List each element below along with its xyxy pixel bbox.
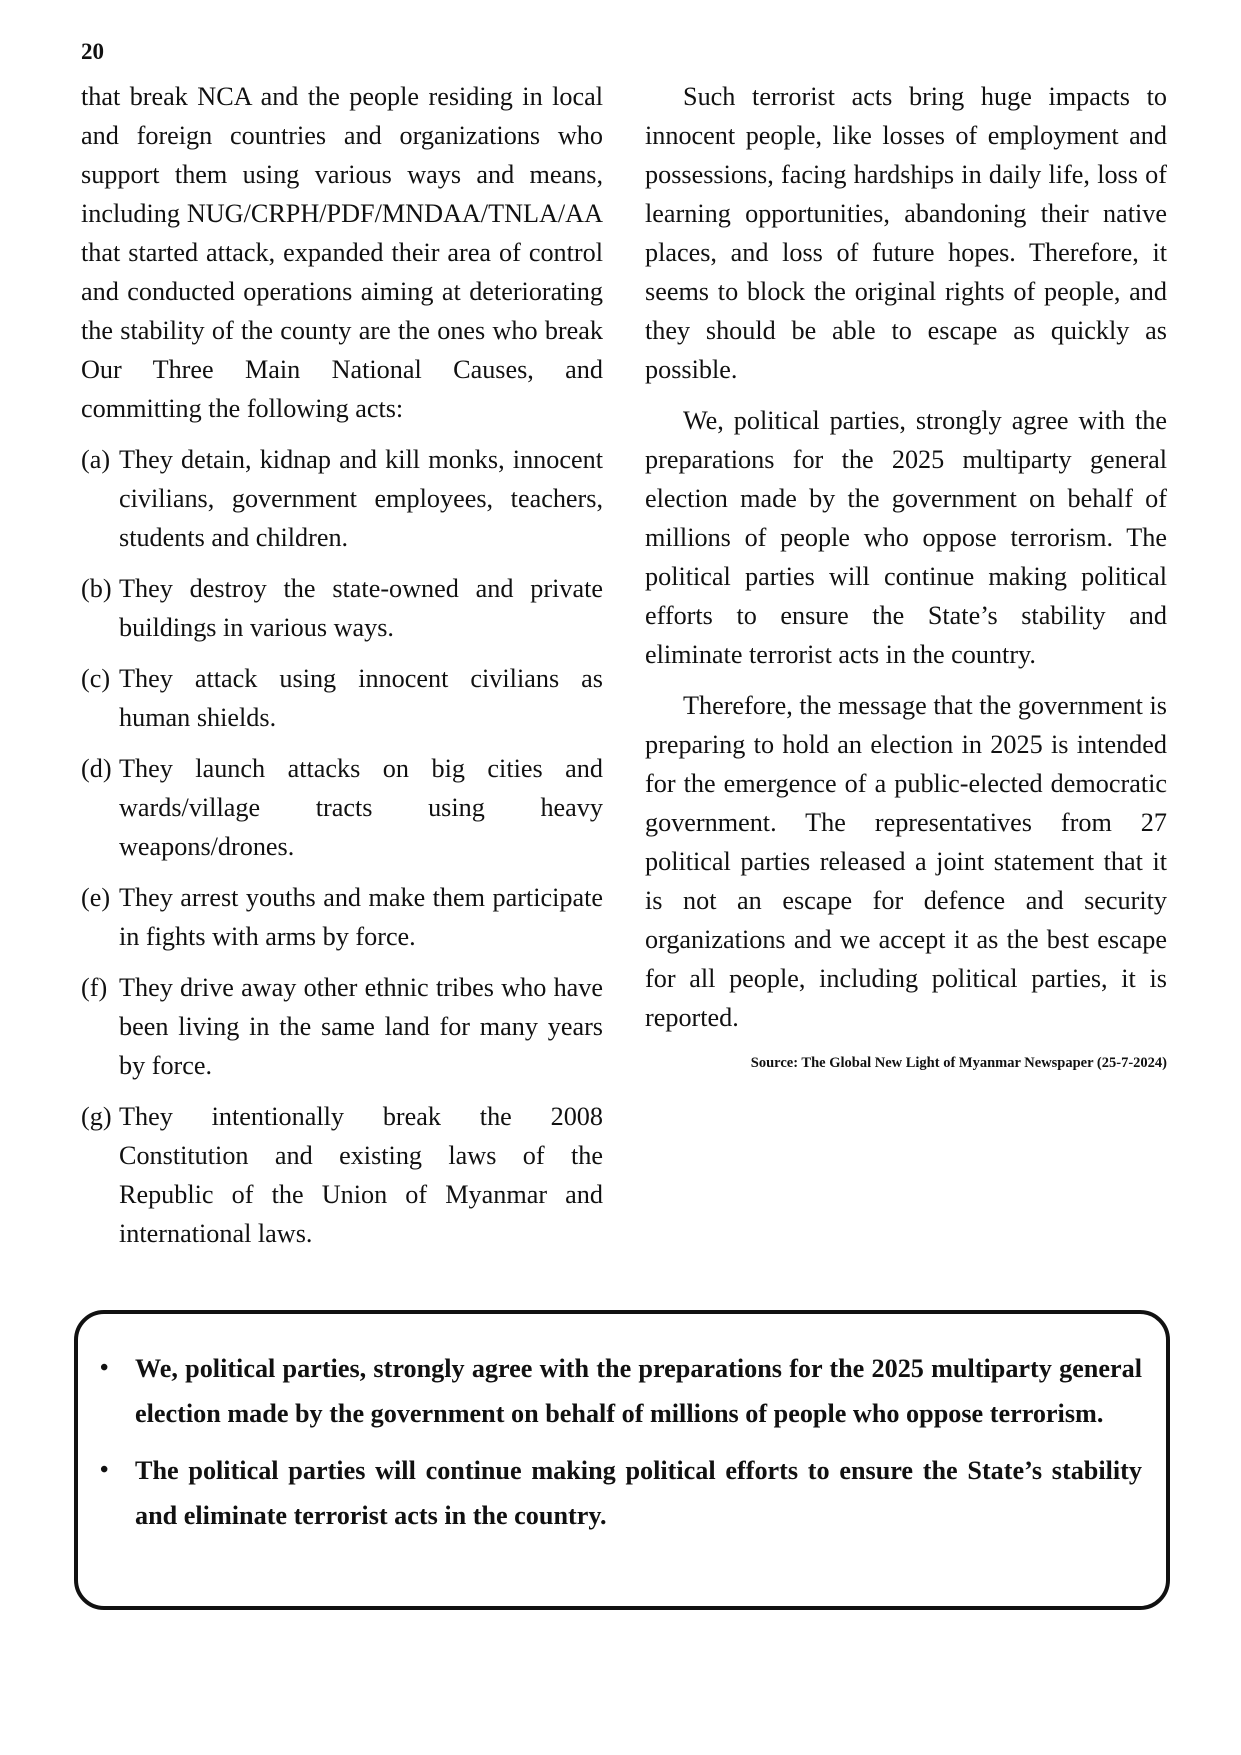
- act-item-b: [81, 569, 603, 647]
- highlight-point-2: [100, 1448, 1142, 1538]
- act-item-g: [81, 1097, 603, 1253]
- act-item-c: [81, 659, 603, 737]
- bullet-icon: •: [100, 1355, 109, 1381]
- highlight-point-text: The political parties will continue making political efforts to ensure the State’s stability and eliminate terrorist acts in the country.: [135, 1456, 1142, 1530]
- bullet-icon: •: [100, 1457, 109, 1483]
- act-marker-b: (b): [81, 574, 112, 603]
- highlight-points: [100, 1346, 1142, 1538]
- act-text-g: They intentionally break the 2008 Constitution and existing laws of the Republic of the Union of Myanmar and international laws.: [119, 1102, 603, 1248]
- act-item-f: [81, 968, 603, 1085]
- act-item-e: [81, 878, 603, 956]
- highlight-point-text: We, political parties, strongly agree with the preparations for the 2025 multiparty general election made by the government on behalf of millions of people who oppose terrorism.: [135, 1354, 1142, 1428]
- highlight-box: [74, 1310, 1170, 1610]
- right-column: [645, 77, 1167, 1073]
- right-paragraph-election: Therefore, the message that the government is preparing to hold an election in 2025 is intended for the emergence of a public-elected democratic government. The representatives from 27 political parties released a joint statement that it is not an escape for defence and security organizations and we accept it as the best escape for all people, including political parties, it is reported.: [645, 691, 1167, 1032]
- act-text-b: They destroy the state-owned and private buildings in various ways.: [119, 574, 603, 642]
- act-text-a: They detain, kidnap and kill monks, innocent civilians, government employees, teachers, students and children.: [119, 445, 603, 552]
- act-marker-e: (e): [81, 883, 111, 912]
- act-marker-g: (g): [81, 1102, 112, 1131]
- act-item-a: [81, 440, 603, 557]
- source-citation: Source: The Global New Light of Myanmar Newspaper (25-7-2024): [750, 1055, 1167, 1071]
- highlight-point-1: [100, 1346, 1142, 1436]
- right-paragraph-impacts: Such terrorist acts bring huge impacts to innocent people, like losses of employment and possessions, facing hardships in daily life, loss of learning opportunities, abandoning their native places, and loss of future hopes. Therefore, it seems to block the original rights of people, and they should be able to escape as quickly as possible.: [645, 82, 1167, 384]
- left-column: [81, 77, 603, 1265]
- act-marker-f: (f): [81, 973, 108, 1002]
- left-lead-paragraph: that break NCA and the people residing in local and foreign countries and organizations who support them using various ways and means, including NUG/CRPH/PDF/MNDAA/TNLA/AA that started attack, expanded their area of control and conducted operations aiming at deteriorating the stability of the county are the ones who break Our Three Main National Causes, and committing the following acts:: [81, 82, 603, 423]
- acts-list: [81, 440, 603, 1253]
- act-text-f: They drive away other ethnic tribes who have been living in the same land for many years by force.: [119, 973, 603, 1080]
- act-marker-c: (c): [81, 664, 111, 693]
- act-marker-d: (d): [81, 754, 112, 783]
- act-text-c: They attack using innocent civilians as human shields.: [119, 664, 603, 732]
- act-text-e: They arrest youths and make them participate in fights with arms by force.: [119, 883, 603, 951]
- act-marker-a: (a): [81, 445, 111, 474]
- right-paragraph-agreement: We, political parties, strongly agree with the preparations for the 2025 multiparty general election made by the government on behalf of millions of people who oppose terrorism. The political parties will continue making political efforts to ensure the State’s stability and eliminate terrorist acts in the country.: [645, 406, 1167, 669]
- act-text-d: They launch attacks on big cities and wards/village tracts using heavy weapons/drones.: [119, 754, 603, 861]
- act-item-d: [81, 749, 603, 866]
- page-number: 20: [81, 39, 104, 64]
